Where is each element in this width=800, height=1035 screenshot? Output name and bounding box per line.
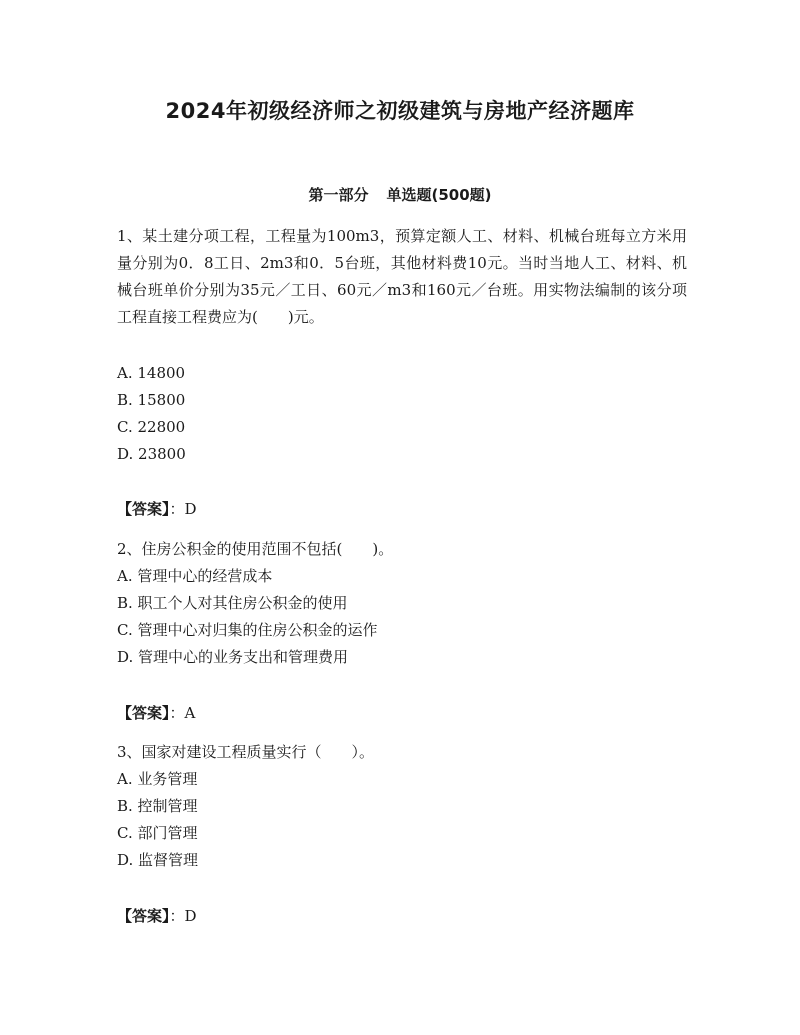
question-3-option-b: B. 控制管理 <box>117 797 198 815</box>
answer-value: ：A <box>169 704 196 722</box>
question-2-option-d: D. 管理中心的业务支出和管理费用 <box>117 648 349 666</box>
section-part-label: 第一部分 <box>308 186 369 204</box>
answer-value: ：D <box>169 907 197 925</box>
question-1-option-a: A. 14800 <box>117 364 186 382</box>
question-2-option-a: A. 管理中心的经营成本 <box>117 567 273 585</box>
answer-label: 【答案】 <box>117 704 170 722</box>
question-3-option-d: D. 监督管理 <box>117 851 199 869</box>
document-title: 2024年初级经济师之初级建筑与房地产经济题库 <box>165 99 635 123</box>
answer-label: 【答案】 <box>117 500 170 518</box>
question-2-answer <box>117 700 195 727</box>
question-3-answer <box>117 903 197 930</box>
question-2-stem: 2、住房公积金的使用范围不包括( )。 <box>117 540 394 558</box>
question-3-option-c: C. 部门管理 <box>117 824 198 842</box>
answer-value: ：D <box>169 500 197 518</box>
question-1-option-b: B. 15800 <box>117 391 186 409</box>
answer-label: 【答案】 <box>117 907 170 925</box>
section-heading <box>0 184 800 205</box>
question-2-option-c: C. 管理中心对归集的住房公积金的运作 <box>117 621 378 639</box>
question-1-stem: 1、某土建分项工程，工程量为100m3，预算定额人工、材料、机械台班每立方米用量分别为0．8工日、2m3和0．5台班，其他材料费10元。当时当地人工、材料、机械台班单价分别为35元／工日、60元／m3和160元／台班。用实物法编制的该分项工程直接工程费应为( )元。 <box>117 227 687 326</box>
question-2-option-b: B. 职工个人对其住房公积金的使用 <box>117 594 348 612</box>
section-name-label: 单选题(500题) <box>386 186 492 204</box>
question-1-option-c: C. 22800 <box>117 418 186 436</box>
question-3-stem: 3、国家对建设工程质量实行（ ）。 <box>117 743 375 761</box>
question-1-option-d: D. 23800 <box>117 445 186 463</box>
question-1-answer <box>117 496 197 523</box>
question-3-option-a: A. 业务管理 <box>117 770 198 788</box>
